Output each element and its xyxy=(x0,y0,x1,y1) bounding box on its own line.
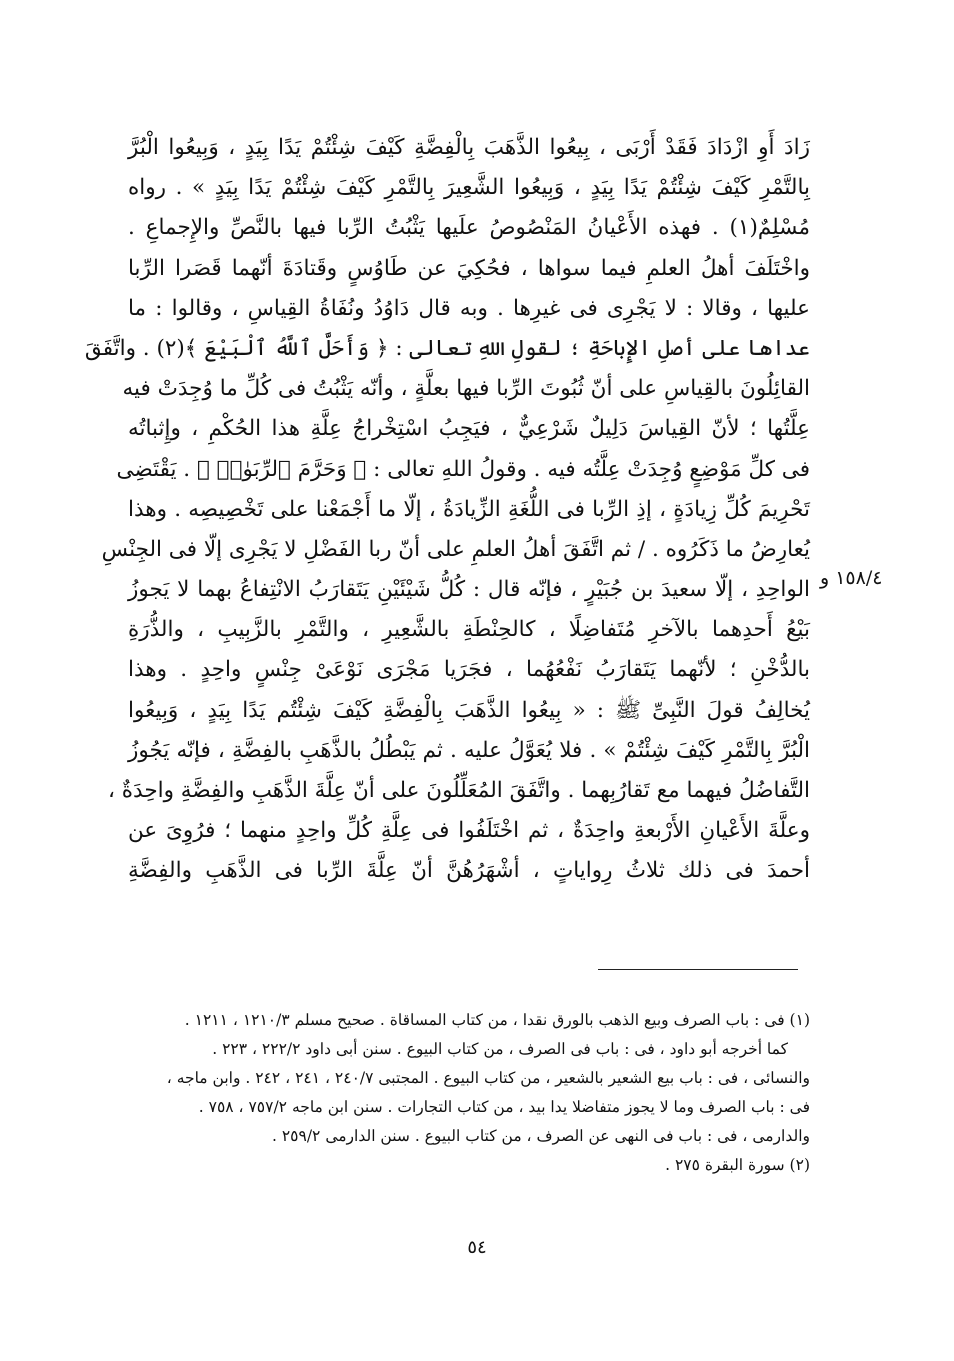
text-line: فى كلِّ مَوْضِعٍ وُجِدَتْ عِلَّتُه فيه . وقولُ اللهِ تعالى : ﴿ وَحَرَّمَ ٱلرِّبَوٰا۟ ﴾ . يَقْتَضِى xyxy=(116,456,810,482)
footnote-line: والنسائى ، فى : باب بيع الشعير بالشعير ، من كتاب البيوع . المجتبى ٢٤٠/٧ ، ٢٤١ ، ٢٤٢ . وابن ماجه ، xyxy=(166,1069,810,1087)
text-line: القائِلُونَ بالقِياسِ على أنّ ثُبُوتَ الرِّبا فيها بعلَّةٍ ، وأنّه يَثْبُتُ فى كُلِّ ما وُجِدَتْ فيه xyxy=(122,376,810,402)
text-line: عداها على أصلِ الإِباحَةِ ؛ لقولِ اللهِ تعالى : ﴿ وَأَحَلَّ ٱللَّهُ ٱلْبَيْعَ ﴾(٢) . واتَّفَقَ xyxy=(84,335,810,361)
manuscript-folio-marker: ١٥٨/٤ و xyxy=(820,567,883,589)
text-line: بالدُّخْنِ ؛ لأنّهما يَتَقارَبُ نَفْعُهُما ، فجَرَيا مَجْرَى نَوْعَىْ جِنْسٍ واحِدٍ . وهذا xyxy=(128,657,810,683)
footnote-divider xyxy=(598,969,798,970)
text-line: أحمدَ فى ذلك ثلاثُ رِواياتٍ ، أشْهَرُهُنَّ أنّ عِلَّةَ الرِّبا فى الذَّهَبِ والفِضَّةِ xyxy=(128,858,810,884)
footnote-line: كما أخرجه أبو داود ، فى : باب فى الصرف ، من كتاب البيوع . سنن أبى داود ٢٢٢/٢ ، ٢٢٣ . xyxy=(212,1040,788,1058)
footnote-line: (٢) سورة البقرة ٢٧٥ . xyxy=(665,1156,810,1174)
text-line: الواحِدِ ، إلّا سعيدَ بن جُبَيْرٍ ، فإنّه قال : كُلُّ شَيْئَيْنِ يَتَقارَبُ الانْتِفاعُ بهما لا يَجوزُ xyxy=(128,577,810,603)
text-line: يُخالِفُ قولَ النَّبِىِّ ﷺ : « بِيعُوا الذَّهَبَ بِالْفِضَّةِ كَيْفَ شِئْتُم يَدًا بِيَدٍ ، وَبِيعُوا xyxy=(128,697,810,723)
text-line: الْبُرَّ بِالتَّمْرِ كَيْفَ شِئْتُمْ » . فلا يُعَوَّلُ عليه . ثم يَبْطُلُ بالذَّهَبِ بالفِضَّةِ ، فإنّه يَجُوزُ xyxy=(128,737,810,763)
text-line: يُعارِضُ ما ذَكَرُوه . / ثم اتَّفَقَ أهلُ العلمِ على أنّ ربا الفَضْلِ لا يَجْرِى إلّا فى الجِنْسِ xyxy=(101,536,810,562)
footnote-line: والدارمى ، فى : باب فى النهى عن الصرف ، من كتاب البيوع . سنن الدارمى ٢٥٩/٢ . xyxy=(272,1127,810,1145)
text-line: واخْتَلَفَ أهلُ العلمِ فيما سواها ، فحُكِيَ عن طَاوُسٍ وقَتادَةَ أنّهما قَصَرا الرِّبا xyxy=(128,255,810,281)
footnote-line: (١) فى : باب الصرف وبيع الذهب بالورق نقدا ، من كتاب المساقاة . صحيح مسلم ١٢١٠/٣ ، ١٢١١ . xyxy=(184,1011,810,1029)
text-line: عليها ، وقالا : لا يَجْرِى فى غيرِها . وبه قال دَاوُدُ ونُفَاةُ القِياسِ ، وقالوا : ما xyxy=(128,295,810,321)
footnote-line: فى : باب الصرف وما لا يجوز متفاضلا يدا بيد ، من كتاب التجارات . سنن ابن ماجه ٧٥٧/٢ ، ٧٥٨ . xyxy=(198,1098,810,1116)
text-line: تَحْرِيمَ كُلِّ زِيادَةٍ ، إذِ الرِّبا فى اللُّغَةِ الزِّيادَةُ ، إلّا ما أَجْمَعْنا على تَخْصِيصِه . وهذا xyxy=(128,496,810,522)
main-text xyxy=(84,128,810,892)
text-line: بِالتَّمْرِ كَيْفَ شِئْتُمْ يَدًا بِيَدٍ ، وَبِيعُوا الشَّعِيرَ بِالتَّمْرِ كَيْفَ شِئْتُمْ يَدًا بِيَدٍ » . رواه xyxy=(128,175,810,201)
text-line: بَيْعُ أَحدِهما بالآخرِ مُتَفاضِلًا ، كالحِنْطَةِ بالشَّعِيرِ ، والتَّمْرِ بالزَّبِيبِ ، والذُّرَةِ xyxy=(128,617,810,643)
text-line: زَادَ أَوِ ازْدَادَ فَقَدْ أَرْبَى ، بِيعُوا الذَّهَبَ بِالْفِضَّةِ كَيْفَ شِئْتُمْ يَدًا بِيَدٍ ، وَبِيعُوا الْبُرَّ xyxy=(128,135,810,160)
text-line: وعلَّةَ الأَعْيانِ الأَرْبعةِ واحِدَةٌ ، ثم اخْتَلَفُوا فى عِلَّةِ كُلِّ واحِدٍ منهما ؛ فرُوِىَ عن xyxy=(128,818,810,844)
footnotes xyxy=(128,1006,810,1180)
text-line: مُسْلِمٌ(١) . فهذه الأَعْيانُ المَنْصُوصُ علَيها يَثْبُتُ الرِّبا فيها بالنَّصِّ والإِجماعِ . xyxy=(128,215,810,241)
text-line: عِلَّتُها ؛ لأنّ القِياسَ دَلِيلٌ شَرْعِيٌّ ، فيَجِبُ اسْتِخْراجُ عِلَّةِ هذا الحُكْمِ ، وإِثباتُه xyxy=(128,416,810,442)
page-number: ٥٤ xyxy=(467,1237,487,1258)
text-line: التَّفاضُلُ فيهما مع تَقارُبِهما . واتَّفَقَ المُعَلِّلُونَ على أنّ عِلَّةَ الذَّهَبِ والفِضَّةِ واحِدَةٌ ، xyxy=(108,778,810,803)
